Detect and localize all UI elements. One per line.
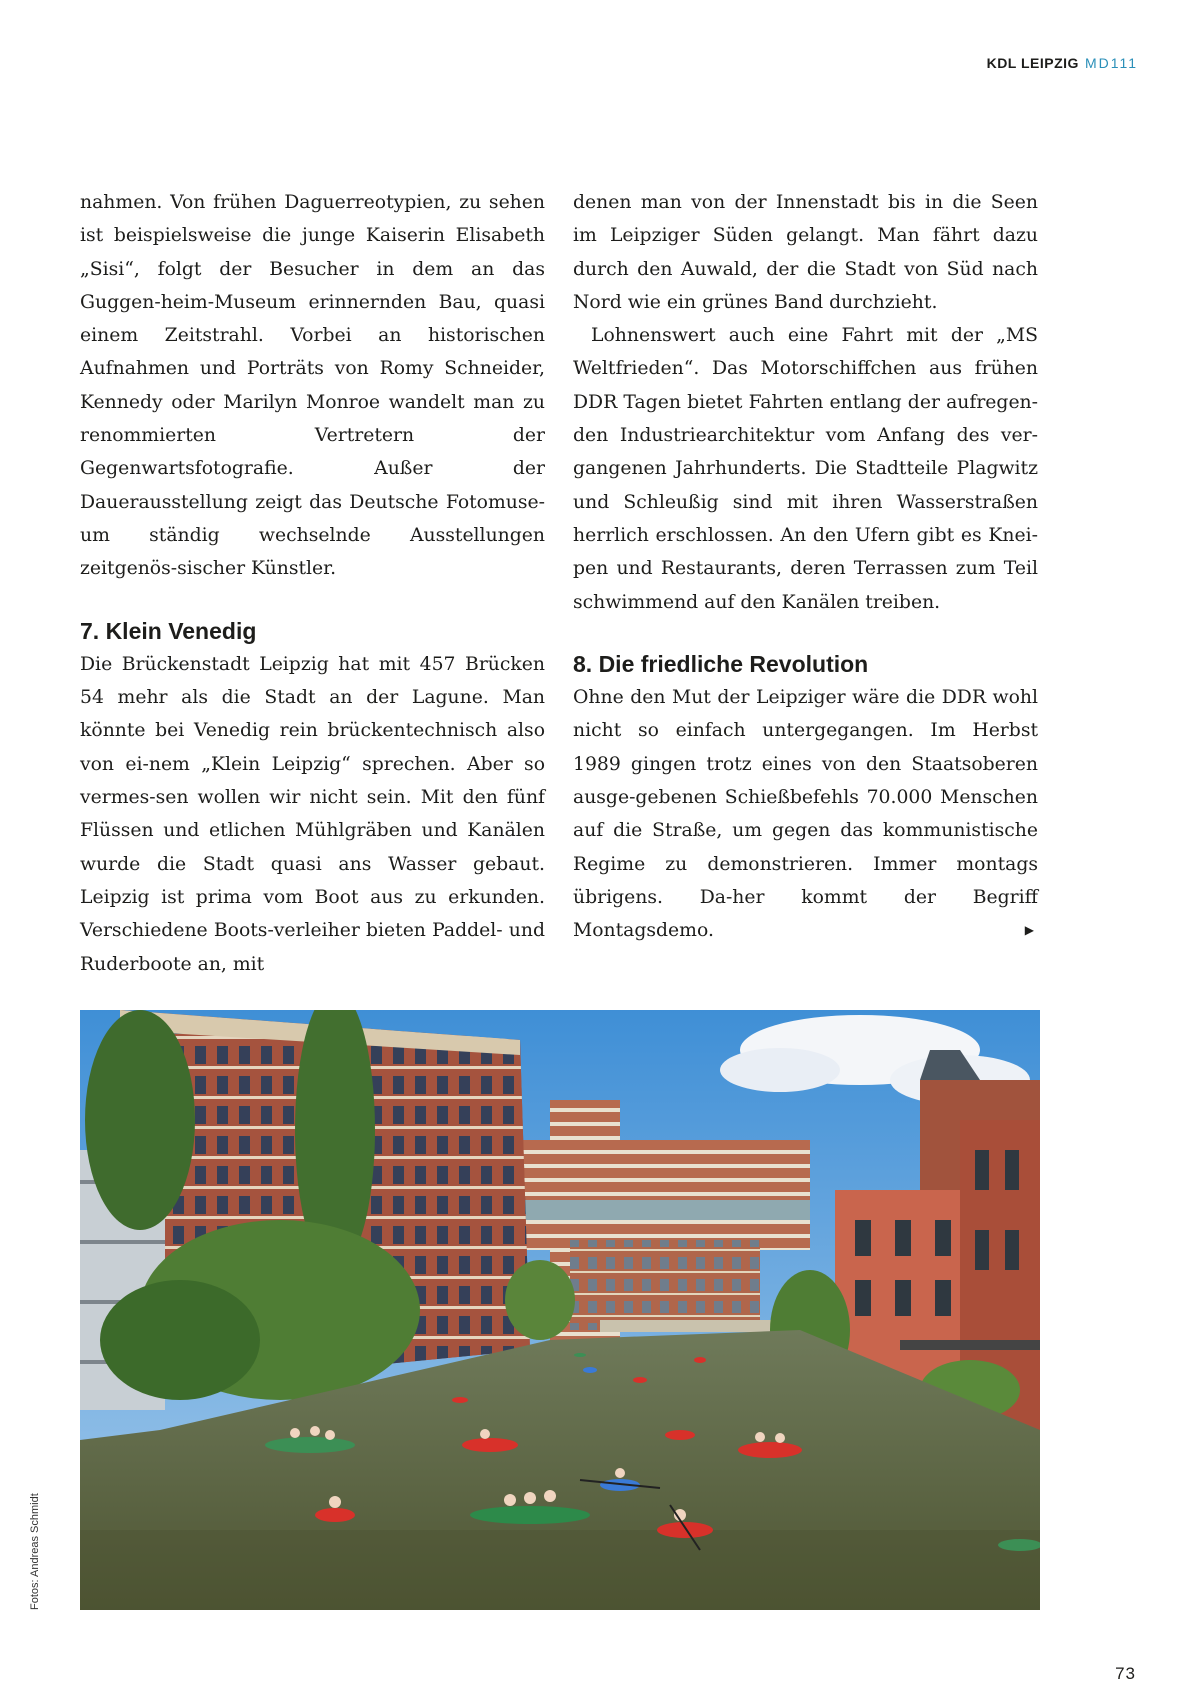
running-header — [987, 55, 1138, 71]
section-heading-klein-venedig: 7. Klein Venedig — [80, 617, 257, 644]
issue-label: MD111 — [1084, 55, 1138, 71]
paragraph: Lohnenswert auch eine Fahrt mit der „MS Weltfrieden“. Das Motorschiffchen aus frühen DDR Tagen bietet Fahrten entlang der aufregen-den Industriearchitektur vom Anfang des ver-gangenen Jahrhunderts. Die Stadtteile Plagwitz und Schleußig sind mit ihren Wasserstraßen herrlich erschlossen. An den Ufern gibt es Knei-pen und Restaurants, deren Terrassen zum Teil schwimmend auf den Kanälen treiben. — [573, 325, 1038, 613]
left-column — [80, 186, 545, 981]
continue-arrow-icon: ▶ — [1024, 923, 1034, 938]
paragraph-text: Ohne den Mut der Leipziger wäre die DDR wohl nicht so einfach untergegangen. Im Herbst 1989 gingen trotz eines von den Staatsoberen ausge-gebenen Schießbefehls 70.000 Menschen auf die Straße, um gegen das kommunistische Regime zu demonstrieren. Immer montags übrigens. Da-her kommt der Begriff Montagsdemo. — [573, 687, 1038, 942]
paragraph: nahmen. Von frühen Daguerreotypien, zu sehen ist beispielsweise die junge Kaiserin Elisabeth „Sisi“, folgt der Besucher in dem an das Guggen-heim-Museum erinnernden Bau, quasi einem Zeitstrahl. Vorbei an historischen Aufnahmen und Porträts von Romy Schneider, Kennedy oder Marilyn Monroe wandelt man zu renommierten Vertretern der Gegenwartsfotografie. Außer der Dauerausstellung zeigt das Deutsche Fotomuse-um ständig wechselnde Ausstellungen zeitgenös-sischer Künstler. — [80, 192, 545, 580]
right-column — [573, 186, 1038, 948]
photo-credit: Fotos: Andreas Schmidt — [29, 1493, 41, 1610]
publication-name: KDL LEIPZIG — [986, 55, 1079, 71]
paragraph: Die Brückenstadt Leipzig hat mit 457 Brücken 54 mehr als die Stadt an der Lagune. Man könnte bei Venedig rein brückentechnisch also von ei-nem „Klein Leipzig“ sprechen. Aber so vermes-sen wollen wir nicht sein. Mit den fünf Flüssen und etlichen Mühlgräben und Kanälen wurde die Stadt quasi ans Wasser gebaut. Leipzig ist prima vom Boot aus zu erkunden. Verschiedene Boots-verleiher bieten Paddel- und Ruderboote an, mit — [80, 653, 545, 975]
section-heading-friedliche-revolution: 8. Die friedliche Revolution — [573, 650, 869, 677]
page-number: 73 — [1115, 1664, 1136, 1683]
canal-photo — [80, 1010, 1040, 1610]
paragraph: denen man von der Innenstadt bis in die Seen im Leipziger Süden gelangt. Man fährt dazu durch den Auwald, der die Stadt von Süd nach Nord wie ein grünes Band durchzieht. — [573, 192, 1038, 313]
paragraph — [573, 681, 1038, 947]
